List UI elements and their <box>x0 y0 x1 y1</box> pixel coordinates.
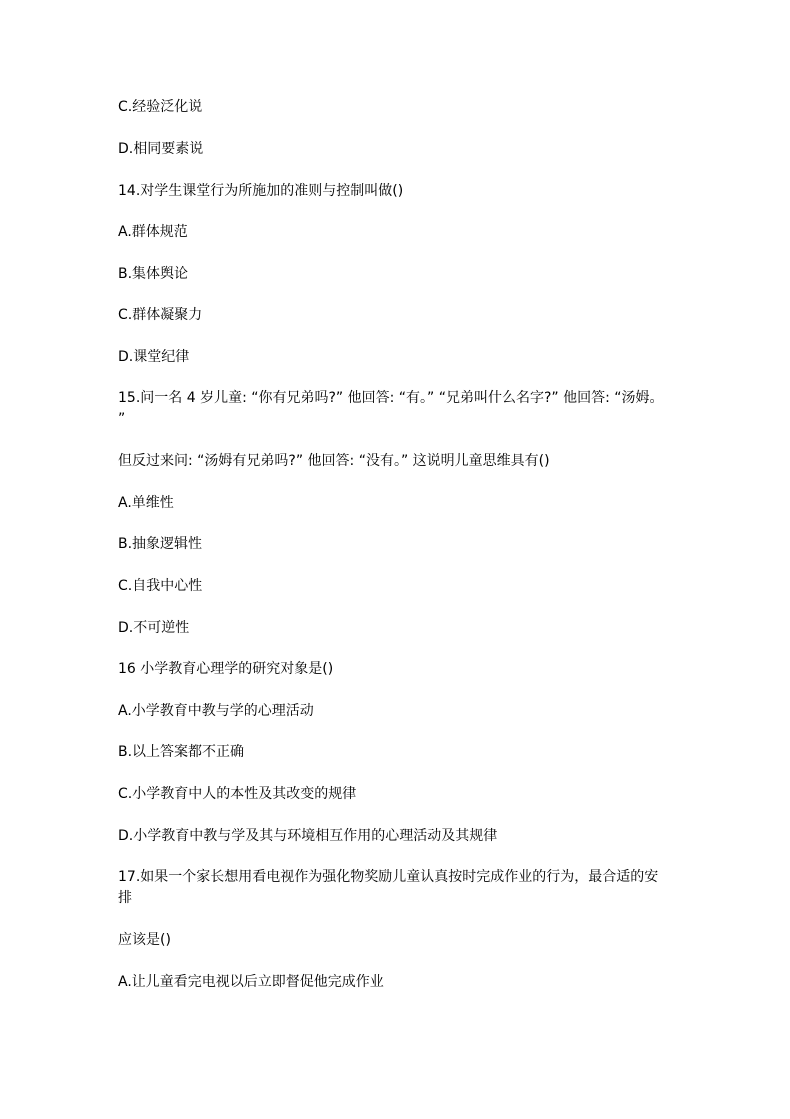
question-17-line2: 排 <box>118 890 132 906</box>
option-b-q14: B.集体舆论 <box>118 266 189 282</box>
option-d-q14: D.课堂纪律 <box>118 349 190 365</box>
question-15-line3: 但反过来问: “汤姆有兄弟吗?” 他回答: “没有。” 这说明儿童思维具有() <box>118 453 550 469</box>
option-c-q16: C.小学教育中人的本性及其改变的规律 <box>118 786 357 802</box>
question-17-line1: 17.如果一个家长想用看电视作为强化物奖励儿童认真按时完成作业的行为，最合适的安 <box>118 869 659 885</box>
option-d-q13: D.相同要素说 <box>118 141 204 157</box>
option-b-q15: B.抽象逻辑性 <box>118 536 203 552</box>
option-d-q16: D.小学教育中教与学及其与环境相互作用的心理活动及其规律 <box>118 828 498 844</box>
option-c-q13: C.经验泛化说 <box>118 99 203 115</box>
option-c-q14: C.群体凝聚力 <box>118 307 203 323</box>
option-a-q14: A.群体规范 <box>118 224 188 240</box>
question-15-line2: ” <box>118 411 126 427</box>
question-17-line3: 应该是() <box>118 932 171 948</box>
option-a-q16: A.小学教育中教与学的心理活动 <box>118 703 314 719</box>
option-a-q17: A.让儿童看完电视以后立即督促他完成作业 <box>118 974 384 990</box>
question-16: 16 小学教育心理学的研究对象是() <box>118 661 334 677</box>
question-15-line1: 15.问一名 4 岁儿童: “你有兄弟吗?” 他回答: “有。” “兄弟叫什么名字?” 他回答: “汤姆。 <box>118 390 664 406</box>
question-14: 14.对学生课堂行为所施加的准则与控制叫做() <box>118 183 404 199</box>
option-a-q15: A.单维性 <box>118 495 174 511</box>
option-b-q16: B.以上答案都不正确 <box>118 744 245 760</box>
option-c-q15: C.自我中心性 <box>118 578 203 594</box>
option-d-q15: D.不可逆性 <box>118 620 190 636</box>
